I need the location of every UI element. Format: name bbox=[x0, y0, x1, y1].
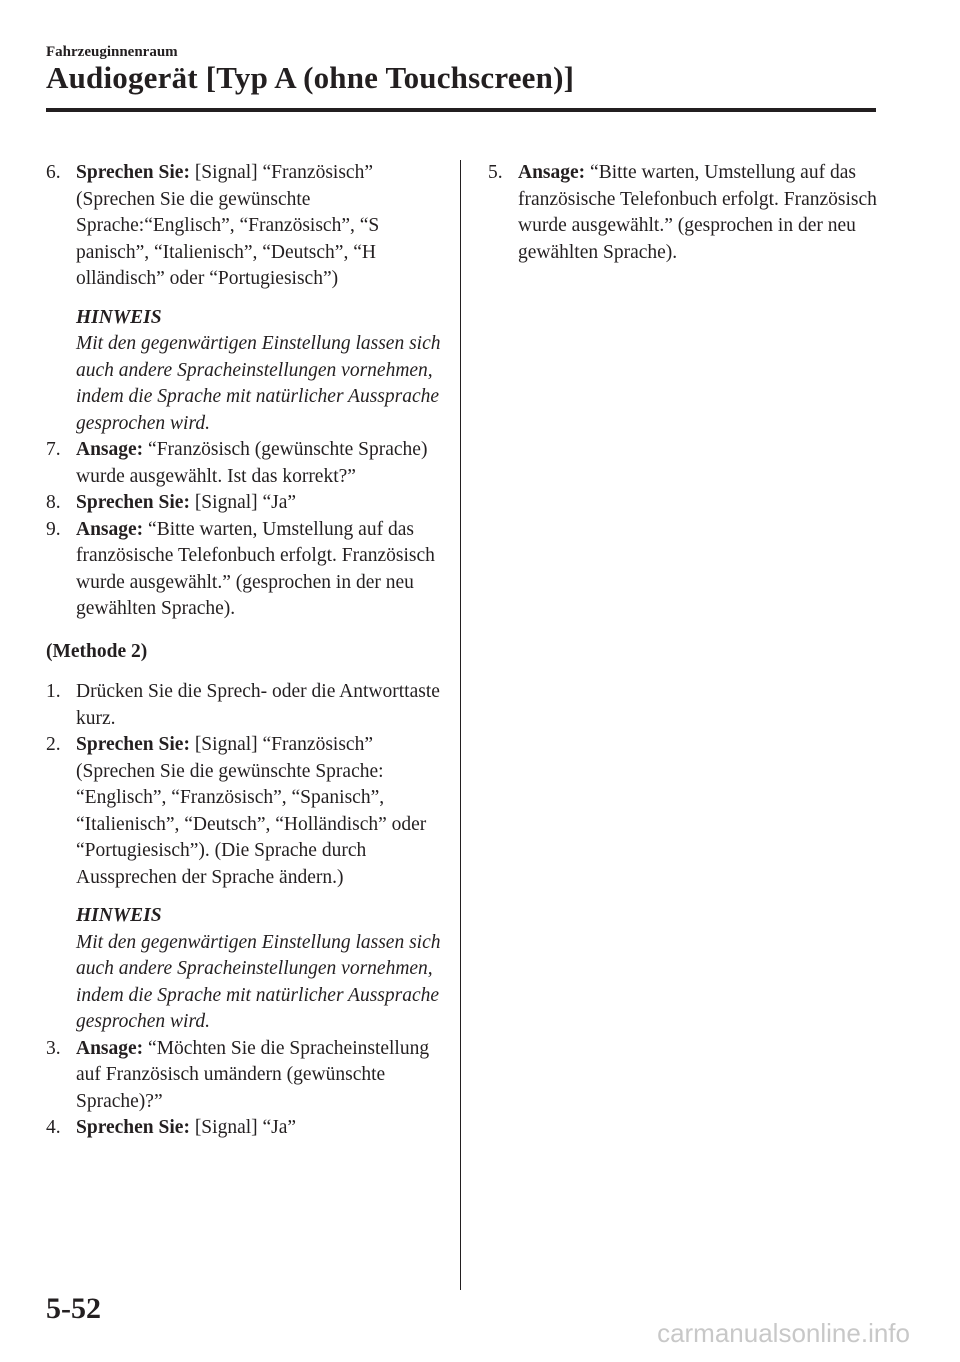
step-text: Drücken Sie die Sprech- oder die Antworttaste kurz. bbox=[76, 681, 440, 729]
right-column bbox=[488, 160, 888, 266]
step-text: “Möchten Sie die Spracheinstellung auf Französisch umändern (gewünschte Sprache)?” bbox=[76, 1037, 430, 1112]
step-number: 9. bbox=[46, 518, 61, 540]
step-number: 4. bbox=[46, 1117, 61, 1138]
note-box bbox=[76, 305, 446, 438]
step-item bbox=[46, 437, 446, 490]
step-item bbox=[46, 679, 446, 732]
step-label: Sprechen Sie: bbox=[76, 1117, 190, 1138]
column-divider bbox=[460, 160, 461, 1290]
step-label: Ansage: bbox=[76, 1037, 144, 1059]
step-text: [Signal] “Ja” bbox=[189, 1117, 297, 1138]
note-text: Mit den gegenwärtigen Einstellung lassen sich auch andere Spracheinstellungen vornehmen, indem die Sprache mit natürlicher Aussprache gesprochen wird. bbox=[76, 931, 441, 1032]
page-number: 5-52 bbox=[46, 1292, 101, 1325]
step-item bbox=[488, 160, 888, 266]
step-item bbox=[46, 160, 446, 293]
step-number: 2. bbox=[46, 734, 61, 755]
step-text: “Französisch (gewünschte Sprache) wurde ausgewählt. Ist das korrekt?” bbox=[76, 439, 428, 487]
watermark: carmanualsonline.info bbox=[657, 1318, 910, 1348]
method-heading: (Methode 2) bbox=[46, 640, 148, 662]
step-item bbox=[46, 1115, 446, 1142]
step-number: 8. bbox=[46, 492, 61, 513]
step-label: Ansage: bbox=[76, 439, 144, 460]
note-title: HINWEIS bbox=[76, 306, 162, 328]
step-text: [Signal] “Französisch” (Sprechen Sie die gewünschte Sprache: “Englisch”, “Französisch”, “Spanisch”, “Italienisch”, “Deutsch”, “Holländisch” oder “Portugiesisch”). (Die Sprache durch Aussprechen der Sprache ändern.) bbox=[76, 734, 427, 888]
step-item bbox=[46, 490, 446, 517]
left-column bbox=[46, 160, 446, 1142]
section-label: Fahrzeuginnenraum bbox=[46, 44, 178, 60]
note-text: Mit den gegenwärtigen Einstellung lassen sich auch andere Spracheinstellungen vornehmen, indem die Sprache mit natürlicher Aussprache gesprochen wird. bbox=[76, 333, 441, 434]
step-text: “Bitte warten, Umstellung auf das französische Telefonbuch erfolgt. Französisch wurde ausgewählt.” (gesprochen in der neu gewählten Sprache). bbox=[518, 162, 877, 263]
step-text: [Signal] “Ja” bbox=[189, 492, 297, 513]
step-number: 7. bbox=[46, 439, 61, 460]
page-title: Audiogerät [Typ A (ohne Touchscreen)] bbox=[46, 60, 575, 95]
step-number: 1. bbox=[46, 681, 61, 702]
header-rule bbox=[46, 108, 876, 112]
step-item bbox=[46, 517, 446, 623]
step-label: Sprechen Sie: bbox=[76, 734, 190, 755]
step-number: 6. bbox=[46, 162, 61, 183]
step-label: Ansage: bbox=[76, 518, 144, 540]
step-text: “Bitte warten, Umstellung auf das französische Telefonbuch erfolgt. Französisch wurde ausgewählt.” (gesprochen in der neu gewählten Sprache). bbox=[76, 518, 435, 619]
step-number: 3. bbox=[46, 1037, 61, 1059]
note-box bbox=[76, 903, 446, 1036]
step-item bbox=[46, 732, 446, 891]
step-number: 5. bbox=[488, 162, 503, 183]
note-title: HINWEIS bbox=[76, 905, 162, 926]
step-label: Sprechen Sie: bbox=[76, 492, 190, 513]
step-text: [Signal] “Französisch” (Sprechen Sie die gewünschte Sprache:“Englisch”, “Französisch”, “S panisch”, “Italienisch”, “Deutsch”, “H olländisch” oder “Portugiesisch”) bbox=[76, 162, 380, 289]
step-label: Ansage: bbox=[518, 162, 586, 183]
step-item bbox=[46, 1036, 446, 1116]
step-label: Sprechen Sie: bbox=[76, 162, 190, 183]
